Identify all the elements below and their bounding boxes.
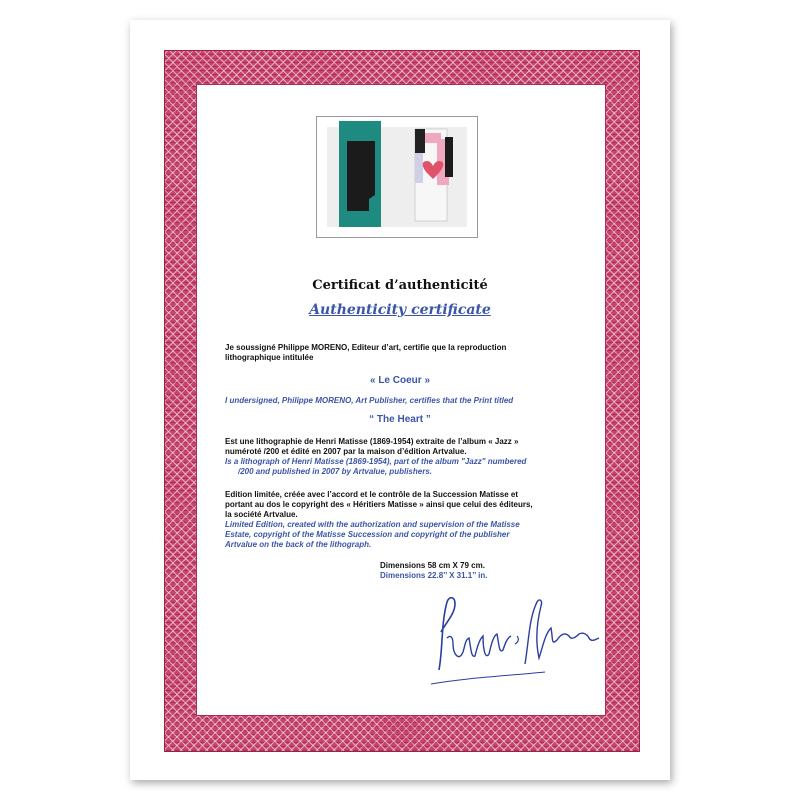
dark-strip bbox=[415, 129, 425, 153]
title-fr: Certificat d’authenticité bbox=[312, 278, 488, 293]
para3-en-line1: Limited Edition, created with the authorization and supervision of the Matisse bbox=[225, 520, 520, 529]
signature-mark bbox=[425, 588, 605, 698]
para1-fr-line2: lithographique intitulée bbox=[225, 353, 314, 362]
para2-fr-line1: Est une lithographie de Henri Matisse (1869-1954) extraite de l’album « Jazz » bbox=[225, 437, 519, 446]
para2-fr-line2: numéroté /200 et édité en 2007 par la maison d’édition Artvalue. bbox=[225, 447, 467, 456]
dimensions-cm: Dimensions 58 cm X 79 cm. bbox=[380, 561, 485, 570]
para3-fr-line2: portant au dos le copyright des « Héritiers Matisse » ainsi que celui des éditeurs, bbox=[225, 500, 533, 509]
title-en: Authenticity certificate bbox=[309, 302, 491, 318]
para1-en: I undersigned, Philippe MORENO, Art Publisher, certifies that the Print titled bbox=[225, 396, 514, 405]
dimensions-in: Dimensions 22.8’’ X 31.1’’ in. bbox=[380, 571, 488, 580]
black-side bbox=[445, 137, 453, 177]
para1-fr-line1: Je soussigné Philippe MORENO, Editeur d’art, certifie que la reproduction bbox=[225, 343, 507, 352]
para2-en-line2: /200 and published in 2007 by Artvalue, publishers. bbox=[238, 467, 432, 476]
work-title-fr: « Le Coeur » bbox=[369, 375, 431, 386]
work-title-en: “ The Heart ” bbox=[369, 414, 431, 425]
para3-fr-line3: la société Artvalue. bbox=[225, 510, 298, 519]
para2-en-line1: Is a lithograph of Henri Matisse (1869-1954), part of the album "Jazz" numbered bbox=[225, 457, 527, 466]
para3-fr-line1: Edition limitée, créée avec l’accord et le contrôle de la Succession Matisse et bbox=[225, 490, 519, 499]
para3-en-line2: Estate, copyright of the Matisse Succession and copyright of the publisher bbox=[225, 530, 510, 539]
lilac-strip bbox=[415, 153, 423, 183]
para3-en-line3: Artvalue on the back of the lithograph. bbox=[225, 540, 372, 549]
artwork-image bbox=[316, 116, 478, 238]
